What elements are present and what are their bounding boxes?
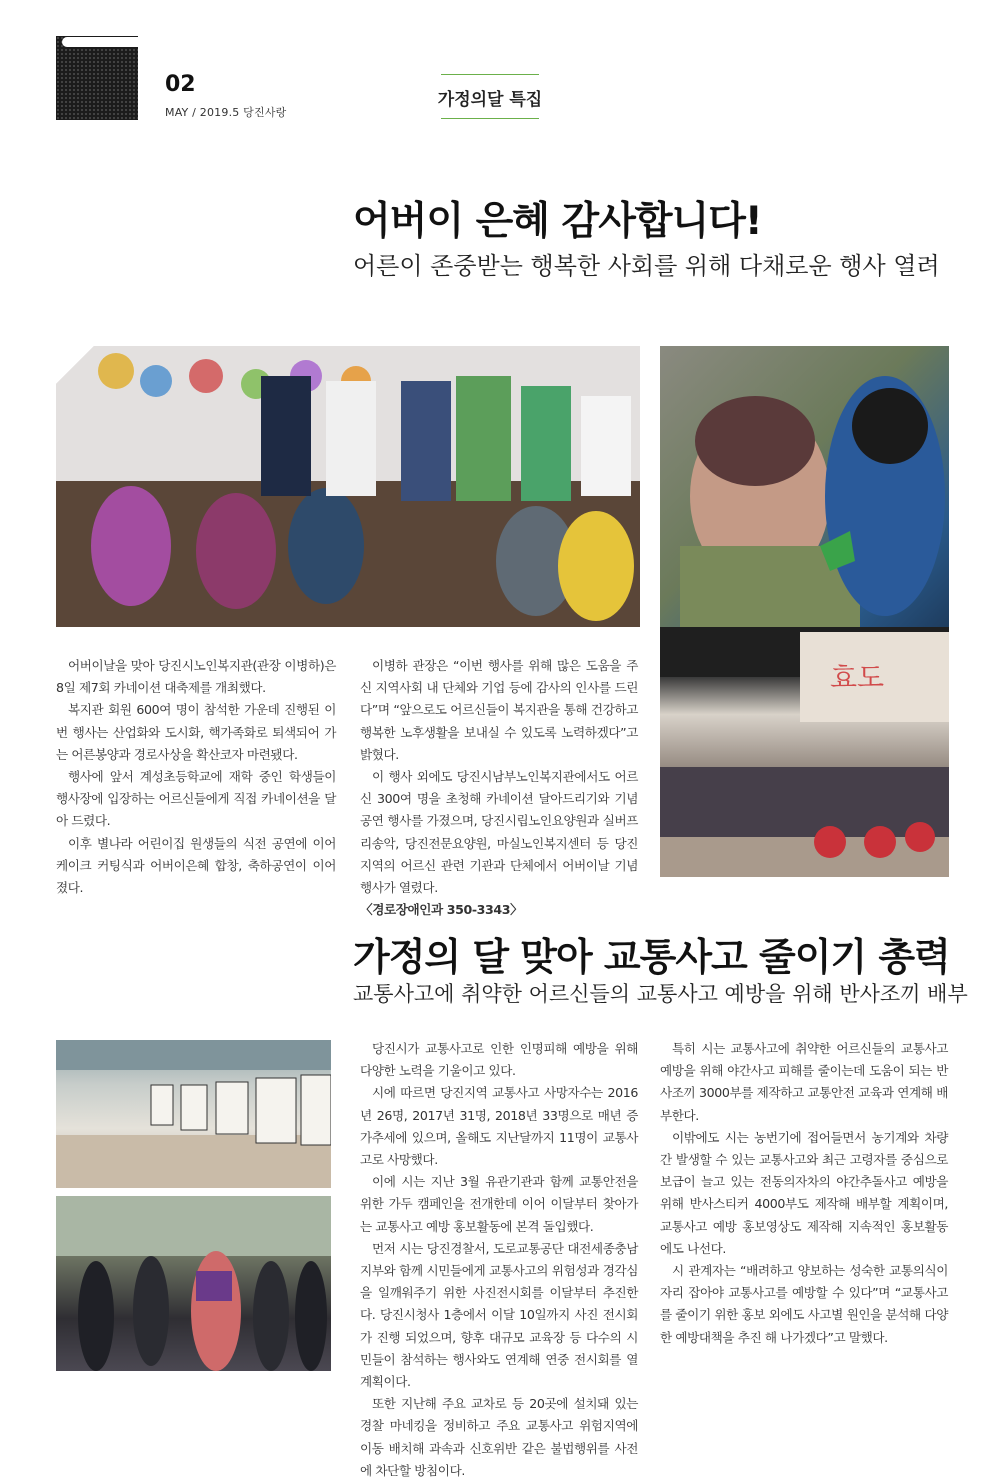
- article2-paragraph: 또한 지난해 주요 교차로 등 20곳에 설치돼 있는 경찰 마네킹을 정비하고 주요 교통사고 위험지역에 이동 배치해 과속과 신호위반 같은 불법행위를 사전에 차단할 방침이다.: [360, 1396, 638, 1478]
- article1-paragraph: 이후 별나라 어린이집 원생들의 식전 공연에 이어 케이크 커팅식과 어버이은혜 합창, 축하공연이 이어졌다.: [56, 835, 336, 896]
- photo-safety-exhibition: [56, 1040, 331, 1188]
- article2-column-2: [660, 1038, 948, 1349]
- article1-paragraph: 이 행사 외에도 당진시남부노인복지관에서도 어르신 300여 명을 초청해 카네이션 달아드리기와 기념공연 행사를 가졌으며, 당진시립노인요양원과 실버프리송악, 당진전문요양원, 마실노인복지센터 등 당진지역의 어르신 관련 기관과 단체에서 어버이날 기념행사가 열렸다.: [360, 769, 638, 896]
- section-rule-top: [441, 74, 539, 75]
- photo-carnation-pinning: [660, 346, 949, 627]
- article1-paragraph: 복지관 회원 600여 명이 참석한 가운데 진행된 이번 행사는 산업화와 도시화, 핵가족화로 퇴색되어 가는 어른봉양과 경로사상을 확산코자 마련됐다.: [56, 702, 336, 762]
- section-rule-bottom: [441, 118, 539, 119]
- article2-paragraph: 이밖에도 시는 농번기에 접어들면서 농기계와 차량 간 발생할 수 있는 교통사고와 최근 고령자를 중심으로 보급이 늘고 있는 전동의자차의 야간추돌사고 예방을 위해 반사스티커 4000부도 제작해 배부할 계획이며, 교통사고 예방 홍보영상도 제작해 지속적인 홍보활동에도 나선다.: [660, 1129, 948, 1256]
- article1-contact: 〈경로장애인과 350-3343〉: [360, 902, 523, 918]
- photo-event-hall: [660, 627, 949, 877]
- article1-subtitle: 어른이 존중받는 행복한 사회를 위해 다채로운 행사 열려: [353, 252, 940, 280]
- section-title: 가정의달 특집: [437, 90, 543, 110]
- article1-column-2: [360, 655, 638, 921]
- article1-title: 어버이 은혜 감사합니다!: [353, 199, 762, 244]
- photo-seniors-group: [56, 346, 640, 627]
- article2-paragraph: 특히 시는 교통사고에 취약한 어르신들의 교통사고 예방을 위해 야간사고 피해를 줄이는데 도움이 되는 반사조끼 3000부를 제작하고 교통안전 교육과 연계해 배부한다.: [660, 1041, 948, 1123]
- article2-title: 가정의 달 맞아 교통사고 줄이기 총력: [353, 935, 950, 979]
- article2-column-1: [360, 1038, 638, 1482]
- page-number: 02: [165, 72, 196, 97]
- article1-paragraph: 어버이날을 맞아 당진시노인복지관(관장 이병하)은 8일 제7회 카네이션 대축제를 개최했다.: [56, 658, 336, 696]
- svg-text:효도: 효도: [830, 661, 885, 694]
- article1-column-1: [56, 655, 336, 899]
- article2-paragraph: 먼저 시는 당진경찰서, 도로교통공단 대전세종충남지부와 함께 시민들에게 교통사고의 위험성과 경각심을 일깨워주기 위한 사진전시회를 이달부터 추진한다. 당진시청사 1층에서 이달 10일까지 사진 전시회가 진행 되었으며, 향후 대규모 교육장 등 다수의 시민들이 참석하는 행사와도 연계해 연중 전시회를 열 계획이다.: [360, 1240, 638, 1390]
- magazine-logo: [56, 36, 138, 120]
- article2-paragraph: 이에 시는 지난 3월 유관기관과 함께 교통안전을 위한 가두 캠페인을 전개한데 이어 이달부터 찾아가는 교통사고 예방 홍보활동에 본격 돌입했다.: [360, 1174, 638, 1234]
- article2-subtitle: 교통사고에 취약한 어르신들의 교통사고 예방을 위해 반사조끼 배부: [353, 982, 968, 1006]
- photo-safety-campaign: [56, 1196, 331, 1371]
- article2-paragraph: 당진시가 교통사고로 인한 인명피해 예방을 위해 다양한 노력을 기울이고 있다.: [360, 1041, 638, 1079]
- article2-paragraph: 시 관계자는 “배려하고 양보하는 성숙한 교통의식이 자리 잡아야 교통사고를 예방할 수 있다”며 “교통사고를 줄이기 위한 홍보 외에도 사고별 원인을 분석해 다양한 예방대책을 추진 해 나가겠다”고 말했다.: [660, 1263, 948, 1345]
- article1-paragraph: 이병하 관장은 “이번 행사를 위해 많은 도움을 주신 지역사회 내 단체와 기업 등에 감사의 인사를 드린다”며 “앞으로도 어르신들이 복지관을 통해 건강하고 행복한 노후생활을 보내실 수 있도록 노력하겠다”고 밝혔다.: [360, 658, 638, 762]
- article2-paragraph: 시에 따르면 당진지역 교통사고 사망자수는 2016년 26명, 2017년 31명, 2018년 33명으로 매년 증가추세에 있으며, 올해도 지난달까지 11명이 교통사고로 사망했다.: [360, 1085, 638, 1168]
- issue-info: MAY / 2019.5 당진사랑: [165, 106, 287, 119]
- article1-paragraph: 행사에 앞서 계성초등학교에 재학 중인 학생들이 행사장에 입장하는 어르신들에게 직접 카네이션을 달아 드렸다.: [56, 769, 336, 829]
- logo-tag: [62, 37, 140, 47]
